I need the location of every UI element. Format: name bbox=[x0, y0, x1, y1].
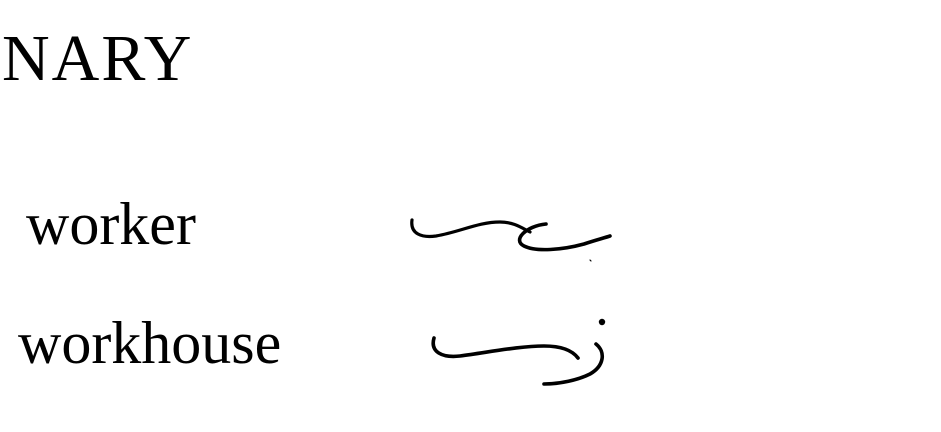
shorthand-dot bbox=[599, 319, 605, 325]
shorthand-outline-workhouse bbox=[420, 300, 620, 400]
dictionary-heading-fragment: NARY bbox=[2, 22, 194, 95]
entry-word-workhouse: workhouse bbox=[18, 310, 282, 376]
entry-word-worker: worker bbox=[26, 191, 196, 257]
shorthand-outline-worker bbox=[400, 200, 620, 270]
